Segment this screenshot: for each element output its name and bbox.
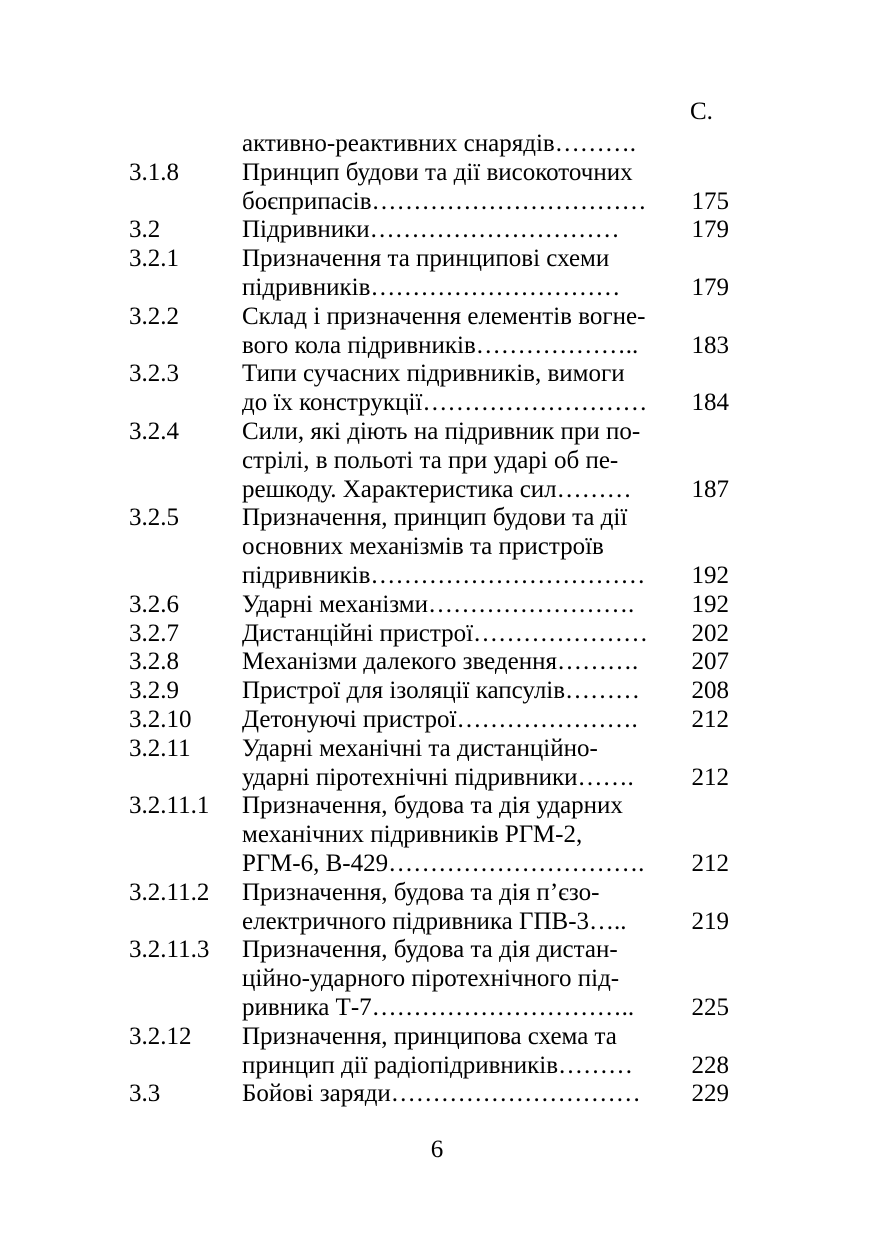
toc-entry-page: 228 bbox=[691, 1051, 729, 1079]
toc-entry-number: 3.2.11.1 bbox=[129, 792, 210, 820]
toc-entry-number: 3.2.7 bbox=[129, 619, 179, 647]
toc-entry bbox=[129, 677, 729, 706]
toc-entry-number: 3.2.11.2 bbox=[129, 878, 210, 906]
toc-entry-title: Призначення, будова та дія п’єзо- електричного підривника ГПВ-3….. bbox=[242, 878, 627, 935]
toc-entry-title: Призначення, принципова схема та принцип дії радіопідривників……… bbox=[242, 1022, 634, 1079]
toc-entry bbox=[129, 591, 729, 620]
toc-entry bbox=[129, 418, 729, 504]
table-of-contents bbox=[129, 130, 729, 1109]
toc-entry-page: 219 bbox=[691, 907, 729, 935]
toc-entry-title: Призначення, принцип будови та дії основних механізмів та пристроїв підривників…………………………… bbox=[242, 504, 646, 589]
toc-entry-title: Призначення, будова та дія ударних механічних підривників РГМ-2, РГМ-6, В-429…………………………. bbox=[242, 792, 645, 877]
toc-entry bbox=[129, 303, 729, 361]
toc-entry-title: Склад і призначення елементів вогне- вого кола підривників……………….. bbox=[242, 302, 646, 359]
toc-entry-page: 229 bbox=[691, 1080, 729, 1108]
toc-entry-title: Ударні механізми……………………. bbox=[242, 590, 635, 618]
toc-entry-number: 3.2.10 bbox=[129, 705, 192, 733]
toc-entry-title: Призначення, будова та дія дистан- ційно-ударного піротехнічного під- ривника Т-7………………………….. bbox=[242, 936, 635, 1021]
toc-entry bbox=[129, 936, 729, 1022]
toc-entry bbox=[129, 504, 729, 590]
toc-entry-title: Детонуючі пристрої…………………. bbox=[242, 705, 638, 733]
toc-entry-number: 3.2.9 bbox=[129, 677, 179, 705]
toc-entry-number bbox=[129, 130, 242, 159]
toc-entry-title: Бойові заряди………………………… bbox=[242, 1080, 641, 1108]
toc-entry-title: Типи сучасних підривників, вимоги до їх конструкції……………………… bbox=[242, 360, 648, 417]
toc-entry-page: 179 bbox=[691, 273, 729, 301]
toc-entry bbox=[129, 245, 729, 303]
toc-entry bbox=[129, 792, 729, 878]
toc-entry-number: 3.3 bbox=[129, 1080, 161, 1108]
toc-entry-page: 212 bbox=[691, 763, 729, 791]
toc-entry bbox=[129, 130, 729, 159]
toc-entry-title: Принцип будови та дії високоточних боєприпасів…………………………… bbox=[242, 158, 647, 215]
toc-entry-title: Сили, які діють на підривник при по- стрілі, в польоті та при ударі об пе- решкоду. Характеристика сил……… bbox=[242, 417, 641, 503]
toc-entry-number: 3.2.6 bbox=[129, 590, 179, 618]
toc-entry-page: 183 bbox=[691, 331, 729, 359]
toc-entry-number: 3.2.8 bbox=[129, 648, 179, 676]
toc-entry-title: Підривники………………………… bbox=[242, 216, 620, 244]
toc-entry bbox=[129, 1080, 729, 1109]
toc-entry bbox=[129, 735, 729, 793]
toc-entry-page: 202 bbox=[691, 619, 729, 647]
toc-entry bbox=[129, 620, 729, 649]
page-number: 6 bbox=[430, 1136, 444, 1163]
toc-entry-page: 184 bbox=[691, 389, 729, 417]
toc-entry-title: Ударні механічні та дистанційно- ударні піротехнічні підривники……. bbox=[242, 734, 634, 791]
toc-entry bbox=[129, 879, 729, 937]
toc-entry-page: 208 bbox=[691, 677, 729, 705]
toc-entry-page: 212 bbox=[691, 705, 729, 733]
toc-entry-title: Механізми далекого зведення………. bbox=[242, 648, 639, 676]
toc-entry-page: 212 bbox=[691, 849, 729, 877]
toc-entry-title: Призначення та принципові схеми підривників………………………… bbox=[242, 245, 621, 301]
toc-entry-number: 3.2.3 bbox=[129, 360, 179, 388]
toc-entry-number: 3.2.2 bbox=[129, 302, 179, 330]
toc-entry bbox=[129, 648, 729, 677]
toc-entry-page: 192 bbox=[691, 590, 729, 618]
toc-entry-number: 3.2.12 bbox=[129, 1022, 192, 1050]
toc-entry-page: 179 bbox=[691, 216, 729, 244]
toc-entry-page: 187 bbox=[691, 475, 729, 503]
toc-entry bbox=[129, 216, 729, 245]
toc-entry-title: Дистанційні пристрої………………… bbox=[242, 619, 649, 647]
toc-entry-title: Пристрої для ізоляції капсулів……… bbox=[242, 677, 641, 705]
toc-entry-number: 3.1.8 bbox=[129, 158, 179, 186]
toc-entry-number: 3.2.5 bbox=[129, 504, 179, 532]
toc-entry-number: 3.2.1 bbox=[129, 245, 179, 273]
toc-entry-page: 207 bbox=[691, 648, 729, 676]
page-column-label: С. bbox=[690, 98, 713, 125]
toc-entry bbox=[129, 360, 729, 418]
toc-entry bbox=[129, 706, 729, 735]
toc-entry-number: 3.2.11.3 bbox=[129, 936, 210, 964]
toc-entry-number: 3.2.11 bbox=[129, 734, 191, 762]
toc-entry bbox=[129, 159, 729, 217]
toc-entry-title: активно-реактивних снарядів………. bbox=[242, 130, 636, 157]
toc-entry-number: 3.2 bbox=[129, 216, 161, 244]
toc-entry-page: 192 bbox=[691, 561, 729, 589]
toc-entry-page: 175 bbox=[691, 187, 729, 215]
toc-entry-page: 225 bbox=[691, 993, 729, 1021]
toc-entry bbox=[129, 1023, 729, 1081]
toc-entry-number: 3.2.4 bbox=[129, 417, 179, 445]
